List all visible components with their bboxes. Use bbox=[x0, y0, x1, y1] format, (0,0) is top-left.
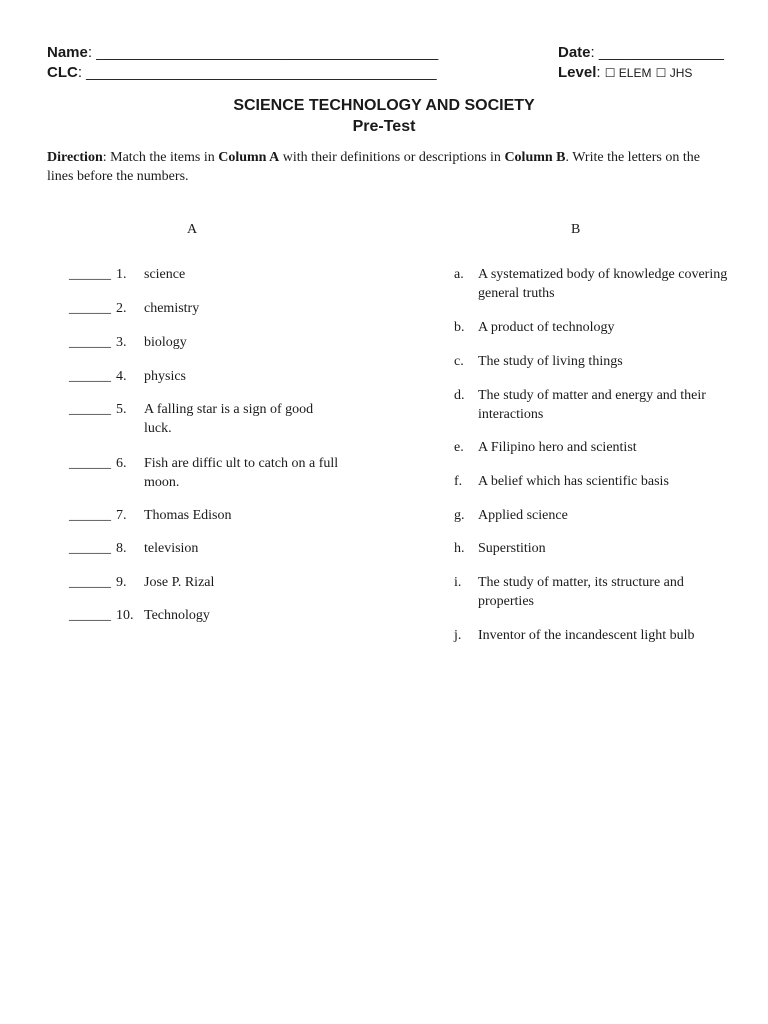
item-letter: d. bbox=[454, 388, 465, 403]
item-text: chemistry bbox=[144, 301, 200, 316]
name-label: Name bbox=[47, 44, 88, 61]
item-letter: g. bbox=[454, 508, 465, 523]
column-a-item bbox=[69, 400, 359, 440]
item-text: Jose P. Rizal bbox=[144, 575, 215, 590]
item-number: 8. bbox=[116, 541, 127, 556]
definition-text: Inventor of the incandescent light bulb bbox=[478, 628, 695, 643]
page-subtitle: Pre-Test bbox=[352, 118, 416, 135]
direction-column-b: Column B bbox=[504, 150, 566, 165]
item-letter: f. bbox=[454, 474, 463, 489]
item-letter: a. bbox=[454, 267, 464, 282]
item-number: 10. bbox=[116, 608, 134, 623]
date-field[interactable]: Date: _______________ bbox=[558, 44, 724, 61]
item-text: A falling star is a sign of good luck. bbox=[144, 402, 314, 436]
direction-paragraph bbox=[47, 148, 707, 186]
definition-text: The study of living things bbox=[478, 354, 623, 369]
definition-text: Superstition bbox=[478, 541, 546, 556]
name-line[interactable]: _________________________________________ bbox=[96, 44, 439, 61]
answer-blank[interactable]: ______ bbox=[69, 301, 111, 316]
item-text: Technology bbox=[144, 608, 210, 623]
item-number: 5. bbox=[116, 402, 127, 417]
clc-label: CLC bbox=[47, 64, 78, 81]
item-letter: i. bbox=[454, 575, 462, 590]
column-a-item bbox=[69, 454, 359, 494]
definition-text: A belief which has scientific basis bbox=[478, 474, 669, 489]
answer-blank[interactable]: ______ bbox=[69, 335, 111, 350]
column-a-header: A bbox=[187, 222, 198, 237]
item-text: physics bbox=[144, 369, 186, 384]
direction-label: Direction bbox=[47, 150, 103, 165]
direction-text-3: . Write the letters on the lines before the numbers. bbox=[47, 150, 700, 184]
definition-text: The study of matter, its structure and properties bbox=[478, 575, 684, 609]
item-text: science bbox=[144, 267, 186, 282]
item-number: 7. bbox=[116, 508, 127, 523]
item-number: 3. bbox=[116, 335, 127, 350]
item-number: 2. bbox=[116, 301, 127, 316]
answer-blank[interactable]: ______ bbox=[69, 369, 111, 384]
answer-blank[interactable]: ______ bbox=[69, 456, 111, 471]
item-letter: j. bbox=[454, 628, 462, 643]
item-number: 6. bbox=[116, 456, 127, 471]
definition-text: Applied science bbox=[478, 508, 568, 523]
clc-line[interactable]: __________________________________________ bbox=[86, 64, 437, 81]
answer-blank[interactable]: ______ bbox=[69, 608, 111, 623]
definition-text: A product of technology bbox=[478, 320, 615, 335]
column-b-header: B bbox=[571, 222, 581, 237]
item-text: Thomas Edison bbox=[144, 508, 232, 523]
answer-blank[interactable]: ______ bbox=[69, 508, 111, 523]
answer-blank[interactable]: ______ bbox=[69, 402, 111, 417]
definition-text: The study of matter and energy and their interactions bbox=[478, 388, 706, 422]
date-line[interactable]: _______________ bbox=[598, 44, 724, 61]
item-letter: h. bbox=[454, 541, 465, 556]
level-label: Level bbox=[558, 64, 597, 81]
item-text: biology bbox=[144, 335, 187, 350]
item-letter: e. bbox=[454, 440, 464, 455]
level-option-elem[interactable]: ☐ ELEM bbox=[604, 66, 652, 80]
name-field[interactable]: Name: _________________________________________ bbox=[47, 44, 439, 61]
item-number: 1. bbox=[116, 267, 127, 282]
clc-field[interactable]: CLC: __________________________________________ bbox=[47, 64, 437, 81]
direction-column-a: Column A bbox=[218, 150, 280, 165]
direction-text-1: : Match the items in bbox=[102, 150, 219, 165]
definition-text: A systematized body of knowledge covering general truths bbox=[478, 267, 728, 301]
date-label: Date bbox=[558, 44, 591, 61]
page-title: SCIENCE TECHNOLOGY AND SOCIETY bbox=[233, 97, 535, 114]
direction-text-2: with their definitions or descriptions in bbox=[279, 150, 505, 165]
item-text: television bbox=[144, 541, 199, 556]
level-option-jhs[interactable]: ☐ JHS bbox=[655, 66, 693, 80]
level-field: Level: ☐ ELEM ☐ JHS bbox=[558, 64, 693, 81]
answer-blank[interactable]: ______ bbox=[69, 267, 111, 282]
column-a-item bbox=[69, 606, 359, 646]
item-letter: c. bbox=[454, 354, 464, 369]
item-text: Fish are diffic ult to catch on a full moon. bbox=[144, 456, 339, 490]
answer-blank[interactable]: ______ bbox=[69, 541, 111, 556]
item-number: 9. bbox=[116, 575, 127, 590]
definition-text: A Filipino hero and scientist bbox=[478, 440, 637, 455]
item-letter: b. bbox=[454, 320, 465, 335]
answer-blank[interactable]: ______ bbox=[69, 575, 111, 590]
item-number: 4. bbox=[116, 369, 127, 384]
